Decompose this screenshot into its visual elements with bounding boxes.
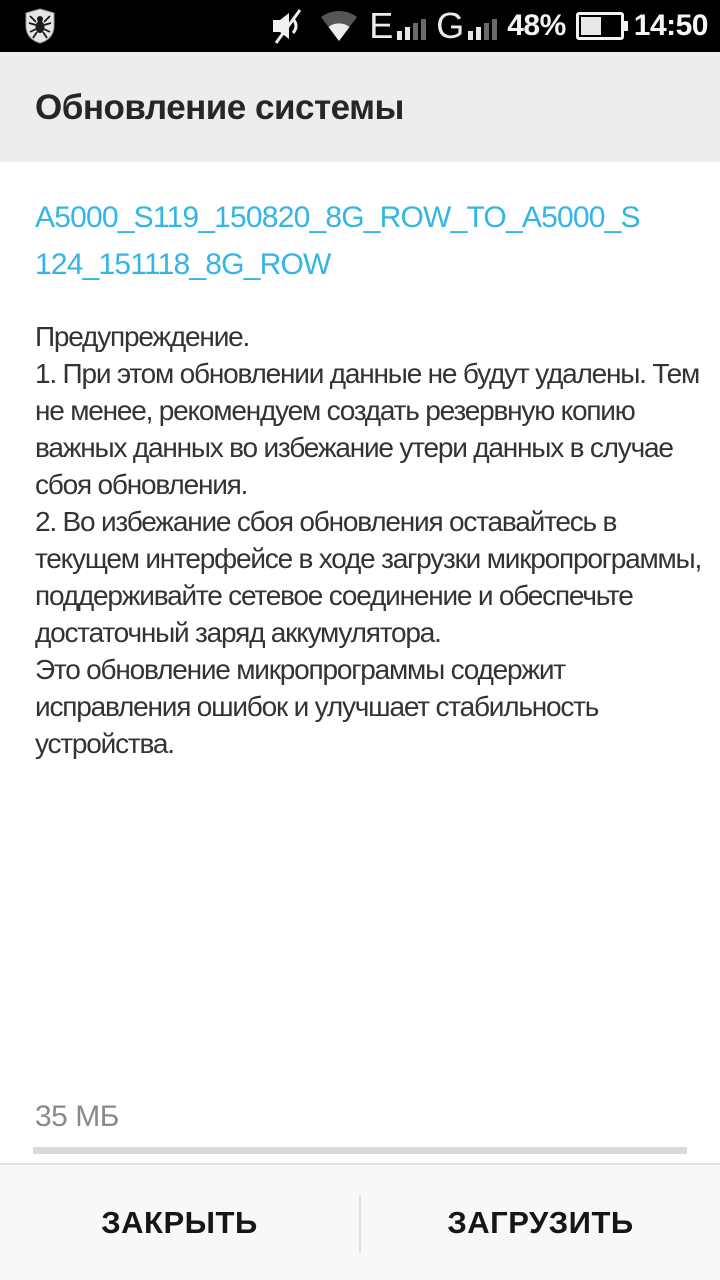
update-description-line: 1. При этом обновлении данные не будут удалены. Тем	[35, 358, 700, 389]
update-details-panel	[0, 162, 720, 1163]
update-description-line: важных данных во избежание утери данных в случае	[35, 432, 673, 463]
network-type-g-label: G	[436, 5, 465, 46]
battery-icon	[576, 12, 624, 40]
update-package-name-line1: A5000_S119_150820_8G_ROW_TO_A5000_S	[35, 201, 640, 234]
action-bar	[0, 1163, 720, 1280]
wifi-weak-icon	[319, 8, 359, 44]
signal-e-indicator	[369, 5, 426, 46]
update-description-line: не менее, рекомендуем создать резервную копию	[35, 395, 635, 426]
battery-percent-label: 48%	[507, 9, 566, 42]
status-bar-left	[0, 6, 267, 46]
status-bar-right	[267, 5, 720, 47]
size-divider	[33, 1147, 687, 1154]
drweb-shield-spider-icon	[20, 6, 60, 46]
update-description-line: устройства.	[35, 728, 174, 759]
update-description-line: текущем интерфейсе в ходе загрузки микропрограммы,	[35, 543, 702, 574]
update-description-line: исправления ошибок и улучшает стабильность	[35, 691, 599, 722]
signal-g-indicator	[436, 5, 497, 46]
signal-g-bars-icon	[468, 19, 497, 44]
update-package-name-line2: 124_151118_8G_ROW	[35, 248, 331, 281]
update-description-line: 2. Во избежание сбоя обновления оставайтесь в	[35, 506, 617, 537]
update-package-name	[35, 194, 685, 288]
update-description-line: Это обновление микропрограммы содержит	[35, 654, 565, 685]
update-size-label: 35 МБ	[35, 1100, 119, 1133]
update-description-line: поддерживайте сетевое соединение и обеспечьте	[35, 580, 633, 611]
close-button[interactable]: ЗАКРЫТЬ	[0, 1165, 359, 1280]
battery-fill	[581, 17, 601, 35]
volume-muted-icon	[267, 5, 309, 47]
update-description	[35, 318, 702, 762]
update-description-line: сбоя обновления.	[35, 469, 248, 500]
clock-label: 14:50	[633, 9, 708, 42]
update-description-line: Предупреждение.	[35, 321, 250, 352]
signal-e-bars-icon	[397, 19, 426, 44]
network-type-e-label: E	[369, 5, 394, 46]
page-header	[0, 52, 720, 162]
page-title: Обновление системы	[35, 88, 404, 127]
status-bar	[0, 0, 720, 52]
update-description-line: достаточный заряд аккумулятора.	[35, 617, 441, 648]
download-button[interactable]: ЗАГРУЗИТЬ	[361, 1165, 720, 1280]
